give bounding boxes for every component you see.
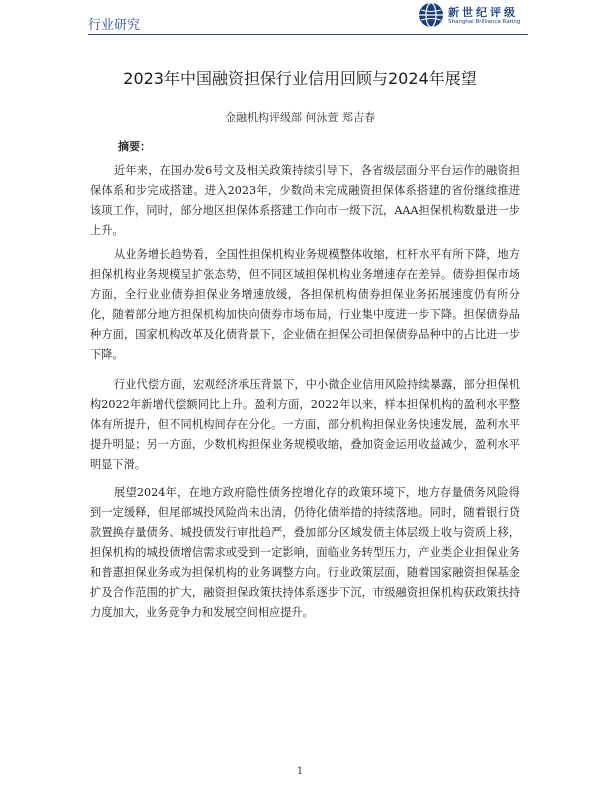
logo-name: 新世纪评级 [448, 6, 518, 19]
body-paragraph: 展望2024年，在地方政府隐性债务控增化存的政策环境下，地方存量债务风险得到一定缓释，但尾部城投风险尚未出清，仍待化债举措的持续落地。同时，随着银行贷款置换存量债务、城投债发行审批趋严，叠加部分区域发债主体层级上收与资质上移，担保机构的城投债增信需求或受到一定影响，面临业务转型压力，产业类企业担保业务和普惠担保业务或为担保机构的业务调整方向。行业政策层面，随着国家融资担保基金扩及合作范围的扩大，融资担保政策扶持体系逐步下沉，市级融资担保机构获政策扶持力度加大，业务竞争力和发展空间相应提升。 [90, 486, 520, 619]
brand-logo [418, 2, 528, 32]
document-authors: 金融机构评级部 何泳萱 郑吉春 [225, 111, 375, 124]
abstract-label: 摘要： [118, 140, 151, 153]
document-title: 2023年中国融资担保行业信用回顾与2024年展望 [123, 69, 477, 88]
body-paragraph: 从业务增长趋势看，全国性担保机构业务规模整体收缩，杠杆水平有所下降，地方担保机构业务规模呈扩张态势，但不同区域担保机构业务增速存在差异。债券担保市场方面，全行业业债券担保业务增速放缓，各担保机构债券担保业务拓展速度仍有所分化，随着部分地方担保机构加快向债券市场布局，行业集中度进一步下降。担保债券品种方面，国家机构改革及化债背景下，企业债在担保公司担保债券品种中的占比进一步下降。 [90, 248, 520, 361]
body-paragraph: 行业代偿方面，宏观经济承压背景下，中小微企业信用风险持续暴露，部分担保机构2022年新增代偿额同比上升。盈利方面，2022年以来，样本担保机构的盈利水平整体有所提升，但不同机构间存在分化。一方面，部分机构担保业务快速发展，盈利水平提升明显；另一方面，少数机构担保业务规模收缩，叠加资金运用收益减少，盈利水平明显下滑。 [90, 378, 520, 471]
header-divider [88, 34, 528, 35]
page-number: 1 [296, 766, 304, 777]
section-label: 行业研究 [88, 18, 141, 33]
logo-subtitle: Shanghai Brilliance Rating [448, 19, 521, 25]
page-header [0, 0, 600, 40]
body-paragraph: 近年来，在国办发6号文及相关政策持续引导下，各省级层面分平台运作的融资担保体系和步完成搭建。进入2023年，少数尚未完成融资担保体系搭建的省份继续推进该项工作，同时，部分地区担保体系搭建工作向市一级下沉，AAA担保机构数量进一步上升。 [90, 164, 520, 237]
globe-logo-icon [418, 2, 444, 28]
